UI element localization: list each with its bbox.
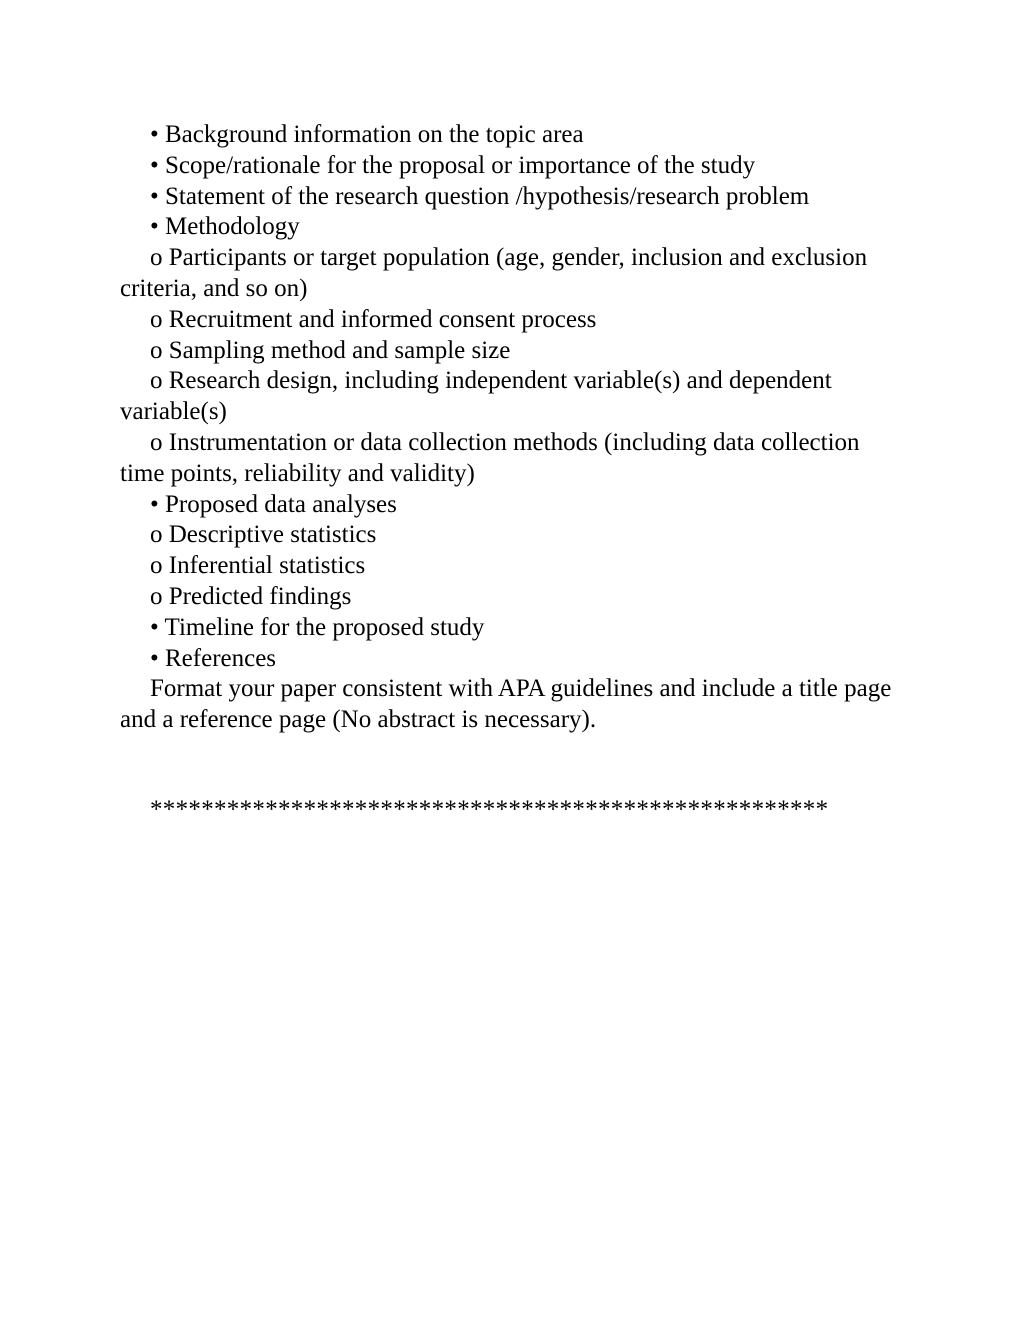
subitem-participants: o Participants or target population (age, gender, inclusion and exclusion criteria, and so on) bbox=[120, 244, 868, 302]
subitem-predicted-findings: o Predicted findings bbox=[150, 582, 352, 610]
subitem-research-design: o Research design, including independent variable(s) and dependent variable(s) bbox=[120, 367, 832, 426]
bullet-references: • References bbox=[150, 644, 277, 672]
bullet-research-question: • Statement of the research question /hypothesis/research problem bbox=[150, 182, 810, 210]
format-instructions: Format your paper consistent with APA guidelines and include a title page and a reference page (No abstract is necessary). bbox=[120, 675, 892, 734]
document-body bbox=[120, 120, 910, 736]
bullet-timeline: • Timeline for the proposed study bbox=[150, 613, 485, 641]
bullet-background-info: • Background information on the topic area bbox=[150, 121, 584, 148]
subitem-descriptive-statistics: o Descriptive statistics bbox=[150, 521, 377, 549]
asterisk-separator: ***************************************************** bbox=[150, 796, 829, 823]
bullet-data-analyses: • Proposed data analyses bbox=[150, 490, 397, 518]
subitem-sampling: o Sampling method and sample size bbox=[150, 336, 511, 364]
subitem-recruitment: o Recruitment and informed consent process bbox=[150, 305, 597, 333]
subitem-inferential-statistics: o Inferential statistics bbox=[150, 552, 366, 580]
bullet-scope-rationale: • Scope/rationale for the proposal or importance of the study bbox=[150, 151, 756, 179]
bullet-methodology: • Methodology bbox=[150, 213, 300, 241]
subitem-instrumentation: o Instrumentation or data collection methods (including data collection time points, reliability and validity) bbox=[120, 428, 860, 487]
